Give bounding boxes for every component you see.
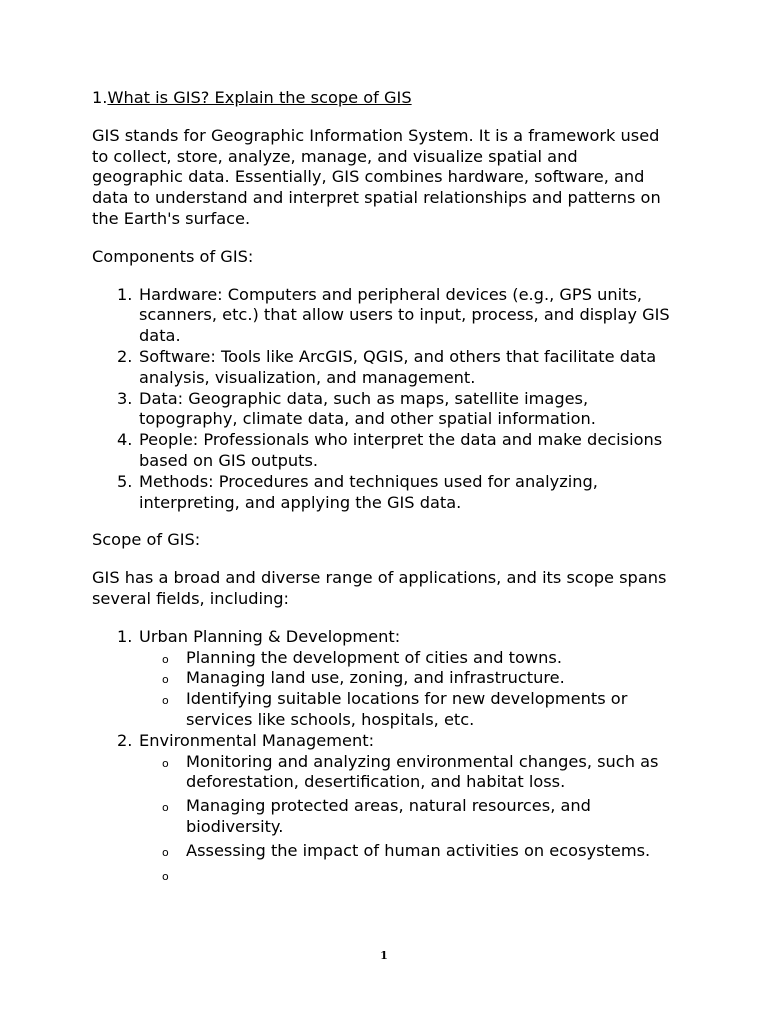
sub-item: [139, 648, 672, 669]
list-item: [92, 731, 672, 886]
components-list: [92, 285, 672, 514]
list-item: [92, 285, 672, 347]
heading-number: 1.: [92, 88, 108, 107]
item-colon: :: [394, 626, 401, 646]
bullet-icon: o: [162, 652, 169, 666]
sub-item-text: Planning the development of cities and towns.: [186, 647, 562, 667]
document-body: [92, 88, 672, 902]
sub-item-text: Identifying suitable locations for new developments or services like schools, hospitals, etc.: [186, 689, 628, 729]
item-description: : Procedures and techniques used for analyzing, interpreting, and applying the GIS data.: [139, 471, 598, 512]
list-item: [92, 472, 672, 514]
intro-paragraph: [92, 126, 672, 230]
bullet-icon: o: [162, 694, 169, 708]
item-term: Data: [139, 388, 178, 408]
sub-list: [139, 752, 672, 886]
item-description: : Computers and peripheral devices (e.g., GPS units, scanners, etc.) that allow users to input, process, and display GIS data.: [139, 284, 670, 346]
item-term: People: [139, 430, 193, 450]
item-number: 1.: [117, 626, 133, 646]
list-item: [92, 389, 672, 431]
item-description: : Professionals who interpret the data and make decisions based on GIS outputs.: [139, 430, 663, 470]
bullet-icon: o: [162, 756, 169, 770]
item-term: Urban Planning & Development: [139, 626, 395, 646]
list-item: [92, 627, 672, 731]
intro-full-name: Geographic Information System: [210, 125, 469, 145]
sub-item: [139, 752, 672, 794]
sub-item: [139, 841, 672, 862]
item-number: 2.: [117, 346, 133, 366]
sub-item-text: Managing land use, zoning, and infrastructure.: [186, 668, 565, 688]
item-number: 3.: [117, 388, 133, 408]
heading-title: What is GIS? Explain the scope of GIS: [107, 88, 412, 107]
bullet-icon: o: [162, 845, 169, 859]
intro-text-2: . It is a framework used to collect, store, analyze, manage, and visualize spatial and geographic data. Essentially, GIS combines hardware, software, and data to understand and interpret spatial relationships and patterns on the Earth's surface.: [92, 125, 661, 228]
sub-item: [139, 689, 672, 731]
bullet-icon: o: [162, 869, 169, 883]
intro-term: GIS: [92, 125, 120, 145]
item-description: : Tools like ArcGIS, QGIS, and others that facilitate data analysis, visualization, and management.: [139, 346, 657, 387]
sub-item-text: Assessing the impact of human activities on ecosystems.: [186, 840, 651, 860]
item-term: Environmental Management: [139, 730, 369, 750]
scope-list: [92, 627, 672, 886]
item-term: Hardware: [139, 284, 218, 304]
item-number: 5.: [117, 471, 133, 491]
scope-title: Scope of GIS:: [92, 530, 201, 550]
list-item: [92, 430, 672, 472]
sub-list: [139, 648, 672, 731]
sub-item-text: Managing protected areas, natural resources, and biodiversity.: [186, 796, 591, 836]
item-number: 1.: [117, 284, 133, 304]
sub-item: [139, 668, 672, 689]
intro-text-1: stands for: [119, 125, 211, 145]
item-number: 2.: [117, 730, 133, 750]
sub-item: [139, 796, 672, 838]
list-item: [92, 347, 672, 389]
components-title: Components of GIS:: [92, 246, 254, 266]
sub-item: [139, 865, 672, 886]
question-heading: [92, 88, 672, 109]
item-term: Methods: [139, 471, 209, 491]
page-number: 1: [380, 949, 388, 962]
sub-item-text: Monitoring and analyzing environmental changes, such as deforestation, desertification, and habitat loss.: [186, 751, 659, 792]
item-colon: :: [368, 730, 375, 750]
bullet-icon: o: [162, 801, 169, 815]
bullet-icon: o: [162, 673, 169, 687]
item-number: 4.: [117, 430, 133, 450]
scope-intro: GIS has a broad and diverse range of applications, and its scope spans several fields, including:: [92, 568, 667, 608]
item-description: : Geographic data, such as maps, satellite images, topography, climate data, and other spatial information.: [139, 388, 596, 429]
item-term: Software: [139, 346, 211, 366]
